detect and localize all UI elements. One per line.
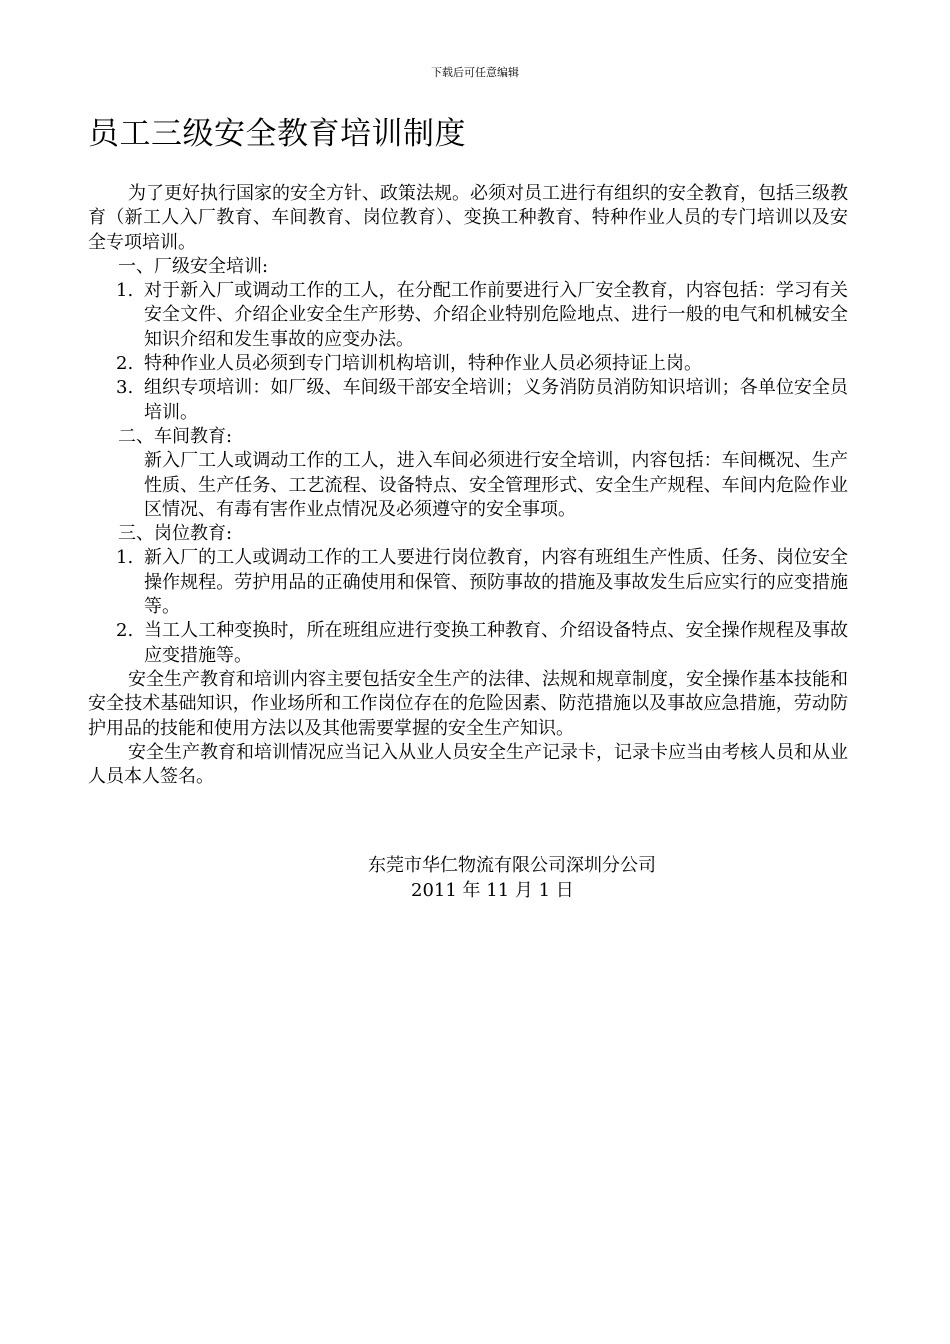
item-number: 1. — [116, 547, 134, 569]
item-number: 2. — [116, 353, 134, 375]
section-2-heading: 二、车间教育: — [118, 425, 233, 447]
section-1-item-2 — [88, 352, 848, 376]
item-text: 组织专项培训：如厂级、车间级干部安全培训；义务消防员消防知识培训；各单位安全员培训。 — [144, 377, 848, 423]
intro-paragraph: 为了更好执行国家的安全方针、政策法规。必须对员工进行有组织的安全教育，包括三级教育（新工人入厂教育、车间教育、岗位教育）、变换工种教育、特种作业人员的专门培训以及安全专项培训。 — [88, 183, 848, 253]
document-body — [88, 182, 848, 789]
closing-paragraph-1: 安全生产教育和培训内容主要包括安全生产的法律、法规和规章制度，安全操作基本技能和安全技术基础知识，作业场所和工作岗位存在的危险因素、防范措施以及事故应急措施，劳动防护用品的技能和使用方法以及其他需要掌握的安全生产知识。 — [88, 668, 848, 739]
section-2-text: 新入厂工人或调动工作的工人，进入车间必须进行安全培训，内容包括：车间概况、生产性质、生产任务、工艺流程、设备特点、安全管理形式、安全生产规程、车间内危险作业区情况、有毒有害作业点情况及必须遵守的安全事项。 — [144, 450, 848, 520]
item-number: 3. — [116, 377, 134, 399]
company-signature: 东莞市华仁物流有限公司深圳分公司 — [368, 855, 656, 876]
section-3-heading: 三、岗位教育: — [118, 523, 233, 545]
item-number: 1. — [116, 280, 134, 302]
section-1-item-1 — [88, 279, 848, 352]
item-number: 2. — [116, 620, 134, 642]
section-1-item-3 — [88, 376, 848, 425]
item-text: 新入厂的工人或调动工作的工人要进行岗位教育，内容有班组生产性质、任务、岗位安全操作规程。劳护用品的正确使用和保管、预防事故的措施及事故发生后应实行的应变措施等。 — [144, 547, 848, 618]
item-text: 对于新入厂或调动工作的工人，在分配工作前要进行入厂安全教育，内容包括：学习有关安全文件、介绍企业安全生产形势、介绍企业特别危险地点、进行一般的电气和机械安全知识介绍和发生事故的应变办法。 — [144, 280, 848, 350]
section-3-item-2 — [88, 619, 848, 668]
item-text: 当工人工种变换时，所在班组应进行变换工种教育、介绍设备特点、安全操作规程及事故应变措施等。 — [144, 620, 848, 666]
section-3-item-1 — [88, 546, 848, 619]
header-note: 下载后可任意编辑 — [431, 66, 519, 79]
document-title: 员工三级安全教育培训制度 — [88, 116, 466, 152]
section-1-heading: 一、厂级安全培训: — [118, 255, 269, 277]
item-text: 特种作业人员必须到专门培训机构培训，特种作业人员必须持证上岗。 — [144, 353, 702, 375]
closing-paragraph-2: 安全生产教育和培训情况应当记入从业人员安全生产记录卡，记录卡应当由考核人员和从业人员本人签名。 — [88, 741, 848, 788]
document-date: 2011 年 11 月 1 日 — [411, 880, 574, 901]
